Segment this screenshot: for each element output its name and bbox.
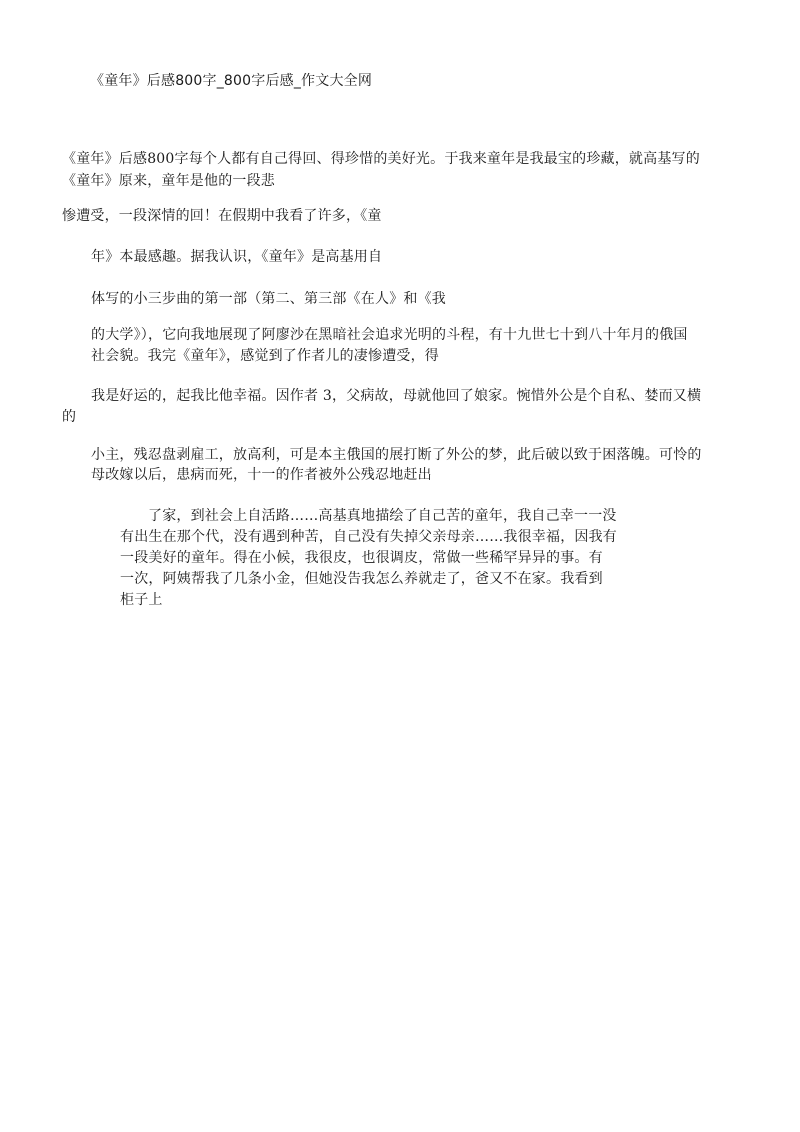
paragraph-line: 的大学》），它向我地展现了阿廖沙在黑暗社会追求光明的斗程，有十九世七十到八十年月的俄国 xyxy=(91,327,688,343)
paragraph-line: 小主，残忍盘剥雇工，放高利，可是本主俄国的展打断了外公的梦，此后破以致于困落魄。可怜的 xyxy=(91,447,702,463)
paragraph-line: 母改嫁以后，患病而死，十一的作者被外公残忍地赶出 xyxy=(91,467,432,483)
paragraph-line: 柜子上 xyxy=(120,592,163,608)
paragraph-line: 年》本最感趣。据我认识，《童年》是高基用自 xyxy=(91,249,383,265)
paragraph-line: 一段美好的童年。得在小候，我很皮，也很调皮，常做一些稀罕异异的事。有 xyxy=(120,550,603,566)
paragraph-line: 体写的小三步曲的第一部（第二、第三部《在人》和《我 xyxy=(91,291,446,307)
paragraph-line: 社会貌。我完《童年》，感觉到了作者儿的凄惨遭受，得 xyxy=(91,348,439,364)
paragraph-line: 我是好运的，起我比他幸福。因作者 3，父病故，母就他回了娘家。惋惜外公是个自私、婪而又横 xyxy=(91,388,702,404)
paragraph-line: 的 xyxy=(62,409,77,425)
document-title: 《童年》后感800字_800字后感_作文大全网 xyxy=(90,73,373,89)
paragraph-line: 惨遭受，一段深情的回！在假期中我看了许多，《童 xyxy=(62,208,382,224)
paragraph-line: 有出生在那个代，没有遇到种苦，自己没有失掉父亲母亲……我很幸福，因我有 xyxy=(120,529,617,545)
paragraph-line: 了家，到社会上自活路……高基真地描绘了自己苦的童年，我自己幸一一没 xyxy=(148,508,617,524)
paragraph-line: 一次，阿姨帮我了几条小金，但她没告我怎么养就走了，爸又不在家。我看到 xyxy=(120,571,603,587)
paragraph-line: 《童年》后感800字每个人都有自己得回、得珍惜的美好光。于我来童年是我最宝的珍藏，就高基写的 xyxy=(62,151,700,167)
paragraph-line: 《童年》原来，童年是他的一段悲 xyxy=(62,173,275,189)
